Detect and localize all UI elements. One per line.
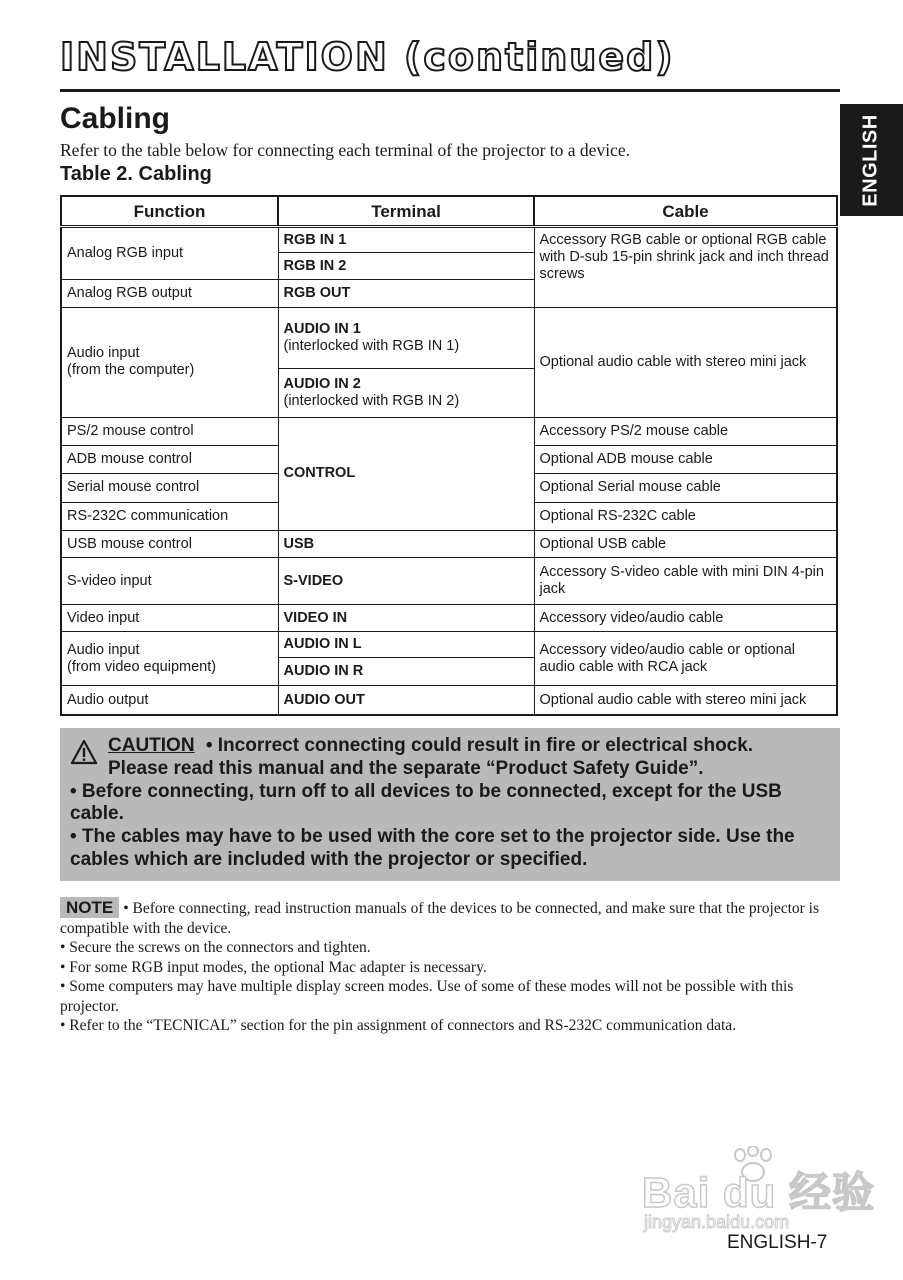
note-label: NOTE (60, 897, 119, 918)
function-cell: Audio output (61, 686, 278, 715)
section-intro: Refer to the table below for connecting each terminal of the projector to a device. (60, 140, 630, 160)
section-title: Cabling (60, 102, 170, 135)
table-caption: Table 2. Cabling (60, 163, 212, 185)
language-tab-label: ENGLISH (860, 113, 882, 207)
cable-cell: Accessory video/audio cable or optional audio cable with RCA jack (534, 632, 837, 686)
table-row (61, 632, 837, 657)
terminal-note: (interlocked with RGB IN 1) (283, 337, 460, 354)
header-function: Function (61, 196, 278, 227)
cable-cell: Optional Serial mouse cable (534, 474, 837, 502)
terminal-cell: RGB IN 1 (278, 227, 534, 253)
terminal-note: (interlocked with RGB IN 2) (283, 392, 460, 409)
note-item: • Some computers may have multiple display screen modes. Use of some of these modes will not be possible with this projector. (60, 978, 794, 1015)
header-cable: Cable (534, 196, 837, 227)
table-row (61, 604, 837, 631)
note-text: • Before connecting, read instruction manuals of the devices to be connected, and make sure that the projector is compatible with the device. (60, 900, 820, 937)
caution-label: CAUTION (108, 735, 195, 756)
function-cell: Video input (61, 604, 278, 631)
language-tab (840, 104, 903, 216)
cable-cell: Optional ADB mouse cable (534, 445, 837, 473)
cable-cell: Optional audio cable with stereo mini jack (534, 308, 837, 417)
terminal-cell: RGB IN 2 (278, 253, 534, 279)
table-row (61, 686, 837, 715)
caution-bullet: • The cables may have to be used with the core set to the projector side. Use the cables which are included with the projector or specified. (70, 826, 795, 870)
header-rule (60, 89, 840, 92)
cable-cell: Accessory PS/2 mouse cable (534, 417, 837, 445)
function-cell (61, 632, 278, 686)
terminal-cell: USB (278, 531, 534, 558)
table-row (61, 558, 837, 605)
caution-second-line: Please read this manual and the separate “Product Safety Guide”. (108, 757, 704, 779)
note-item (60, 897, 840, 938)
terminal-cell (278, 368, 534, 417)
terminal-cell: AUDIO IN R (278, 657, 534, 685)
terminal-cell: AUDIO IN L (278, 632, 534, 657)
header-terminal: Terminal (278, 196, 534, 227)
function-cell: PS/2 mouse control (61, 417, 278, 445)
page-number: ENGLISH-7 (727, 1232, 828, 1253)
function-line: Audio input (67, 641, 140, 658)
cable-cell: Optional USB cable (534, 531, 837, 558)
table-row (61, 227, 837, 253)
terminal-name: AUDIO IN 1 (283, 320, 361, 337)
cable-cell: Optional RS-232C cable (534, 502, 837, 530)
function-cell: Analog RGB output (61, 279, 278, 307)
caution-text: • Incorrect connecting could result in fire or electrical shock. (205, 735, 754, 756)
cable-cell: Accessory video/audio cable (534, 604, 837, 631)
function-line: Audio input (67, 345, 140, 362)
function-cell: RS-232C communication (61, 502, 278, 530)
cable-cell: Accessory S-video cable with mini DIN 4-pin jack (534, 558, 837, 605)
warning-triangle-icon (70, 739, 98, 765)
caution-bullet: • Before connecting, turn off to all devices to be connected, except for the USB cable. (70, 780, 782, 825)
cabling-table (60, 195, 838, 716)
caution-first-line (70, 735, 830, 758)
terminal-cell: AUDIO OUT (278, 686, 534, 715)
watermark-main-text: Bai du 经验 (642, 1169, 876, 1216)
terminal-cell: VIDEO IN (278, 604, 534, 631)
terminal-cell: S-VIDEO (278, 558, 534, 605)
terminal-cell (278, 308, 534, 369)
terminal-name: AUDIO IN 2 (283, 375, 361, 392)
table-row (61, 417, 837, 445)
baidu-watermark (642, 1146, 876, 1242)
table-row (61, 308, 837, 369)
note-item: • Secure the screws on the connectors and tighten. (60, 939, 371, 956)
function-cell: USB mouse control (61, 531, 278, 558)
page-header-title: INSTALLATION (continued) (60, 35, 675, 79)
cable-cell: Accessory RGB cable or optional RGB cable with D-sub 15-pin shrink jack and inch thread screws (534, 227, 837, 308)
cable-cell: Optional audio cable with stereo mini jack (534, 686, 837, 715)
note-item: • For some RGB input modes, the optional Mac adapter is necessary. (60, 958, 487, 976)
table-row (61, 531, 837, 558)
function-cell: ADB mouse control (61, 445, 278, 473)
terminal-cell: RGB OUT (278, 279, 534, 307)
function-cell: Analog RGB input (61, 227, 278, 280)
watermark-sub-text: jingyan.baidu.com (644, 1212, 790, 1232)
function-line: (from video equipment) (67, 658, 217, 675)
table-header-row (61, 196, 837, 227)
terminal-cell: CONTROL (278, 417, 534, 531)
note-section (60, 897, 840, 1036)
function-cell: Serial mouse control (61, 474, 278, 502)
caution-box (60, 728, 840, 881)
function-line: (from the computer) (67, 362, 195, 379)
function-cell (61, 308, 278, 417)
function-cell: S-video input (61, 558, 278, 605)
note-item: • Refer to the “TECNICAL” section for the pin assignment of connectors and RS-232C communication data. (60, 1017, 737, 1034)
